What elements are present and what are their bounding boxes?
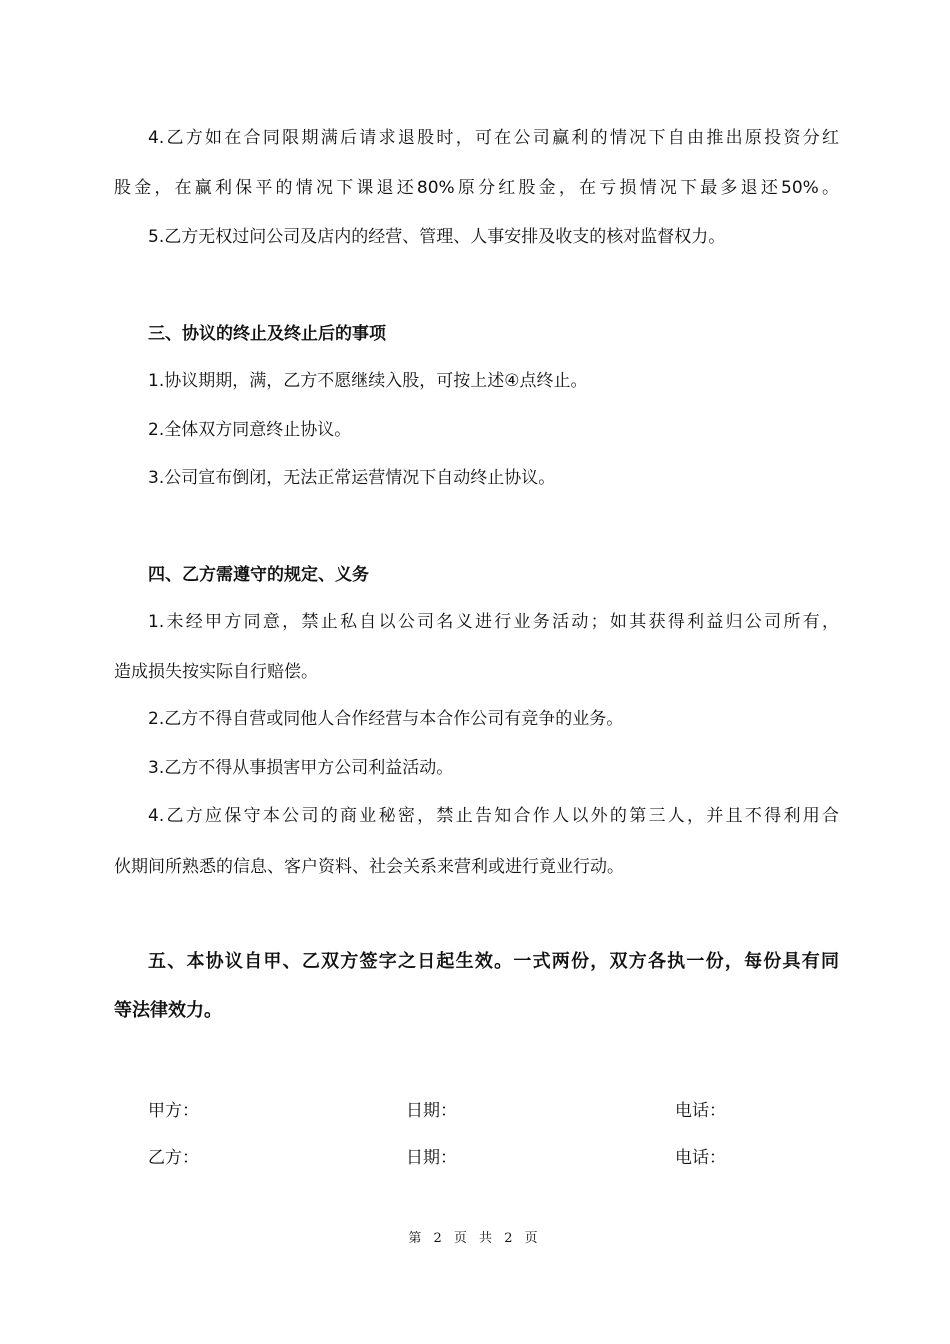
section-4-heading: 四、乙方需遵守的规定、义务 (148, 565, 369, 585)
party-b-label: 乙方： (148, 1148, 199, 1168)
party-a-label: 甲方： (148, 1101, 199, 1121)
party-b-date-label: 日期： (406, 1148, 457, 1168)
section-3-heading: 三、协议的终止及终止后的事项 (148, 324, 386, 344)
clause-4-2: 2.乙方不得自营或同他人合作经营与本合作公司有竞争的业务。 (148, 709, 624, 729)
clause-3-2: 2.全体双方同意终止协议。 (148, 420, 352, 440)
clause-2-4-line-2: 股金，在赢利保平的情况下课退还80%原分红股金，在亏损情况下最多退还50%。 (114, 178, 839, 198)
clause-4-4-line-2: 伙期间所熟悉的信息、客户资料、社会关系来营利或进行竟业行动。 (114, 857, 624, 877)
clause-3-1: 1.协议期期，满，乙方不愿继续入股，可按上述④点终止。 (148, 371, 588, 391)
clause-4-4-line-1: 4.乙方应保守本公司的商业秘密，禁止告知合作人以外的第三人，并且不得利用合 (148, 806, 839, 826)
clause-4-3: 3.乙方不得从事损害甲方公司利益活动。 (148, 758, 454, 778)
section-5-line-2: 等法律效力。 (114, 1000, 222, 1021)
clause-2-4-line-1: 4.乙方如在合同限期满后请求退股时，可在公司赢利的情况下自由推出原投资分红 (148, 128, 839, 148)
clause-4-1-line-1: 1.未经甲方同意，禁止私自以公司名义进行业务活动；如其获得利益归公司所有， (148, 612, 839, 632)
clause-4-1-line-2: 造成损失按实际自行赔偿。 (114, 662, 318, 682)
section-5-line-1: 五、本协议自甲、乙双方签字之日起生效。一式两份，双方各执一份，每份具有同 (148, 951, 839, 972)
clause-2-5: 5.乙方无权过问公司及店内的经营、管理、人事安排及收支的核对监督权力。 (148, 227, 726, 247)
page-number-footer: 第 2 页 共 2 页 (408, 1231, 542, 1246)
party-b-phone-label: 电话： (675, 1148, 726, 1168)
party-a-phone-label: 电话： (675, 1101, 726, 1121)
party-a-date-label: 日期： (406, 1101, 457, 1121)
clause-3-3: 3.公司宣布倒闭，无法正常运营情况下自动终止协议。 (148, 468, 556, 488)
